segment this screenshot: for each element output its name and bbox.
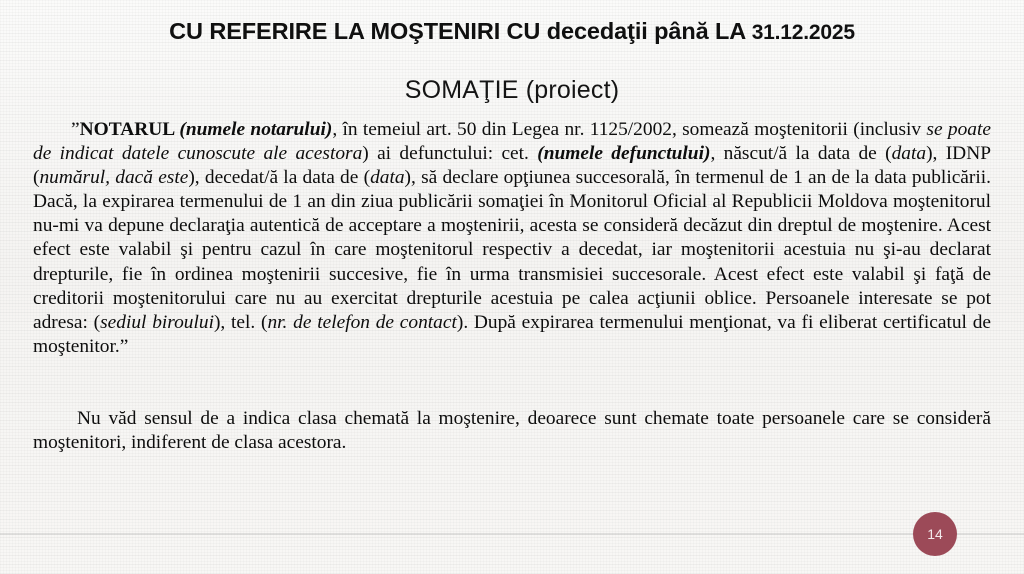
- subtitle-block: [0, 76, 1024, 105]
- quote-paragraph: ”NOTARUL (numele notarului), în temeiul art. 50 din Legea nr. 1125/2002, somează moştenitorii (inclusiv se poate de indicat datele cunoscute ale acestora) ai defunctului: cet. (numele defunctului), născut/ă la data de (data), IDNP (numărul, dacă este), decedat/ă la data de (data), să declare opţiunea succesorală, în termenul de 1 an de la data publicării. Dacă, la expirarea termenului de 1 an din ziua publicării somaţiei în Monitorul Oficial al Republicii Moldova moştenitorul nu-mi va depune declaraţia autentică de acceptare a moştenirii, acesta se consideră decăzut din dreptul de moştenire. Acest efect este valabil şi pentru cazul în care moştenitorul respectiv a decedat, iar moştenitorii acestuia nu şi-au declarat drepturile, fie în ordinea moştenirii succesive, fie în urma transmisiei succesorale. Acest efect este valabil şi faţă de creditorii moştenitorului care nu au exercitat drepturile acestuia pe calea acţiunii oblice. Persoanele interesate se pot adresa: (sediul biroului), tel. (nr. de telefon de contact). După expirarea termenului menţionat, va fi eliberat certificatul de moştenitor.”: [33, 119, 991, 357]
- text-run-italic: data: [370, 167, 405, 189]
- page-number-label: 14: [927, 526, 943, 542]
- body-content: [33, 118, 991, 455]
- page-title: [0, 18, 1024, 45]
- text-run-italic: sediul biroului: [100, 311, 214, 333]
- page-title-text: CU REFERIRE LA MOŞTENIRI CU decedaţii până LA: [169, 18, 752, 44]
- page-subtitle: SOMAŢIE (proiect): [404, 76, 620, 104]
- text-run-italic: nr. de telefon de contact: [267, 311, 457, 333]
- text-run-italic: numărul, dacă este: [39, 167, 189, 189]
- text-run-italic: data: [891, 143, 927, 165]
- note-paragraph: Nu văd sensul de a indica clasa chemată la moştenire, deoarece sunt chemate toate persoanele care se consideră moştenitori, indiferent de clasa acestora.: [33, 407, 991, 454]
- title-block: [0, 18, 1024, 45]
- text-run-italic: se poate de indicat datele cunoscute ale acestora: [33, 119, 991, 165]
- text-run-bold-italic: (numele notarului): [179, 119, 333, 140]
- text-run-bold-italic: (numele defunctului): [537, 143, 711, 165]
- page-title-date: 31.12.2025: [751, 21, 855, 44]
- footer-divider: [0, 533, 1024, 535]
- page-number-badge: [913, 512, 957, 556]
- text-run-bold: NOTARUL: [79, 119, 180, 140]
